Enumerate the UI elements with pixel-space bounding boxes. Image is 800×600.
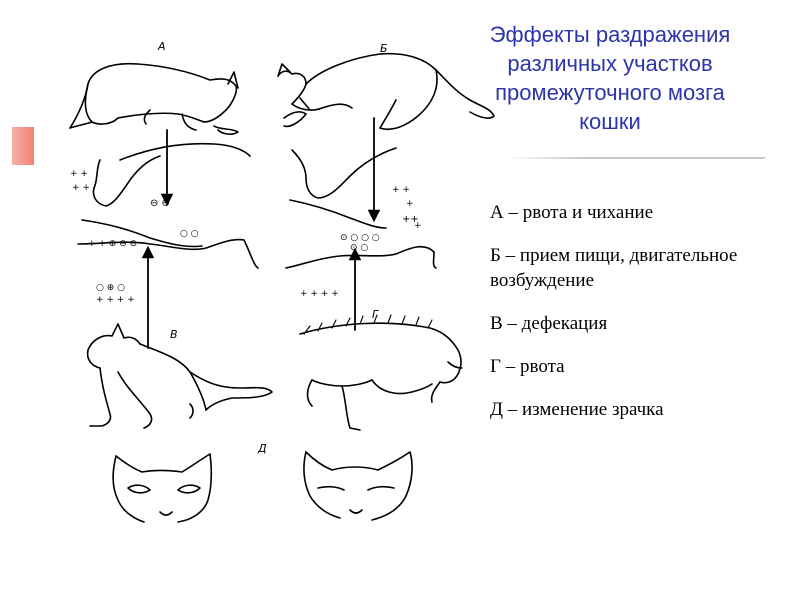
label-a: А — [158, 40, 166, 53]
svg-text:+ +: + + — [72, 183, 90, 193]
label-b: Б — [380, 42, 388, 55]
svg-text:+ +: + + — [392, 185, 410, 195]
svg-text:⊙ ○ ○ ○: ⊙ ○ ○ ○ — [340, 233, 380, 243]
cat-face-left — [113, 454, 211, 522]
svg-text:○ ⊕ ○: ○ ⊕ ○ — [96, 283, 125, 293]
svg-text:+: + — [414, 221, 422, 231]
title-line-1: Эффекты раздражения — [489, 22, 731, 47]
label-v: В — [170, 328, 178, 341]
svg-text:○ ○: ○ ○ — [180, 229, 199, 239]
cat-a-drawing — [70, 64, 238, 134]
cat-v-drawing — [88, 324, 272, 428]
cat-b-drawing — [278, 54, 494, 130]
svg-text:++: ++ — [402, 214, 419, 225]
svg-text:⊖ ⊖: ⊖ ⊖ — [150, 198, 170, 209]
svg-text:⊙ ○: ⊙ ○ — [350, 243, 369, 253]
svg-text:+ + ⊕ ⊖ ⊖: + + ⊕ ⊖ ⊖ — [88, 239, 138, 249]
svg-text:+ + + +: + + + + — [300, 289, 339, 299]
brain-section-a — [70, 144, 258, 305]
svg-text:+: + — [406, 199, 414, 209]
label-g: Г — [372, 308, 379, 321]
legend-item-v: В – дефекация — [490, 313, 608, 334]
title-line-3: промежуточного мозга — [495, 80, 725, 105]
cat-g-drawing — [300, 315, 462, 430]
legend-item-a: А – рвота и чихание — [490, 202, 654, 223]
legend-item-b: Б – прием пищи, двигательное возбуждение — [490, 245, 738, 291]
svg-text:+ + + +: + + + + — [96, 295, 135, 305]
title-line-2: различных участков — [507, 51, 713, 76]
title-line-4: кошки — [579, 109, 641, 134]
legend-item-g: Г – рвота — [490, 356, 565, 377]
cat-face-right — [304, 452, 412, 520]
brain-section-b — [286, 148, 436, 299]
label-d: Д — [258, 442, 267, 455]
legend-item-d: Д – изменение зрачка — [490, 399, 664, 420]
svg-text:+ +: + + — [70, 169, 88, 179]
